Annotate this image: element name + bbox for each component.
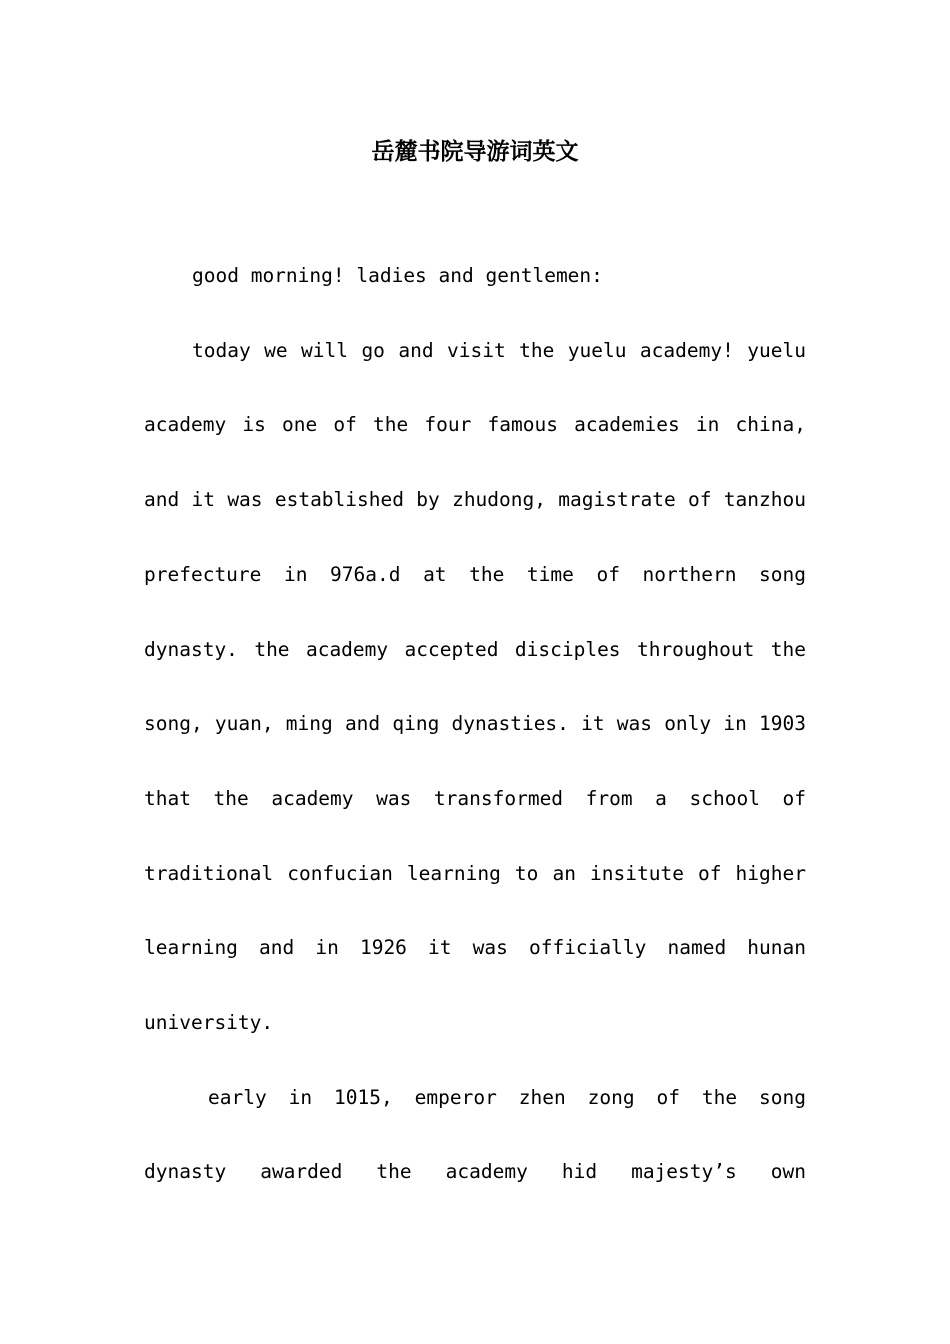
paragraph-history: today we will go and visit the yuelu academy! yuelu academy is one of the four famous academies in china, and it was established by zhudong, magistrate of tanzhou prefecture in 976a.d at the time of northern song dynasty. the academy accepted disciples throughout the song, yuan, ming and qing dynasties. it was only in 1903 that the academy was transformed from a school of traditional confucian learning to an insitute of higher learning and in 1926 it was officially named hunan university. [144,338,806,1035]
paragraph-greeting: good morning! ladies and gentlemen: [192,264,603,287]
paragraph-emperor: early in 1015, emperor zhen zong of the song dynasty awarded the academy hid majesty’s own [144,1085,806,1184]
document-body [144,239,806,1210]
document-title: 岳麓书院导游词英文 [371,138,579,165]
